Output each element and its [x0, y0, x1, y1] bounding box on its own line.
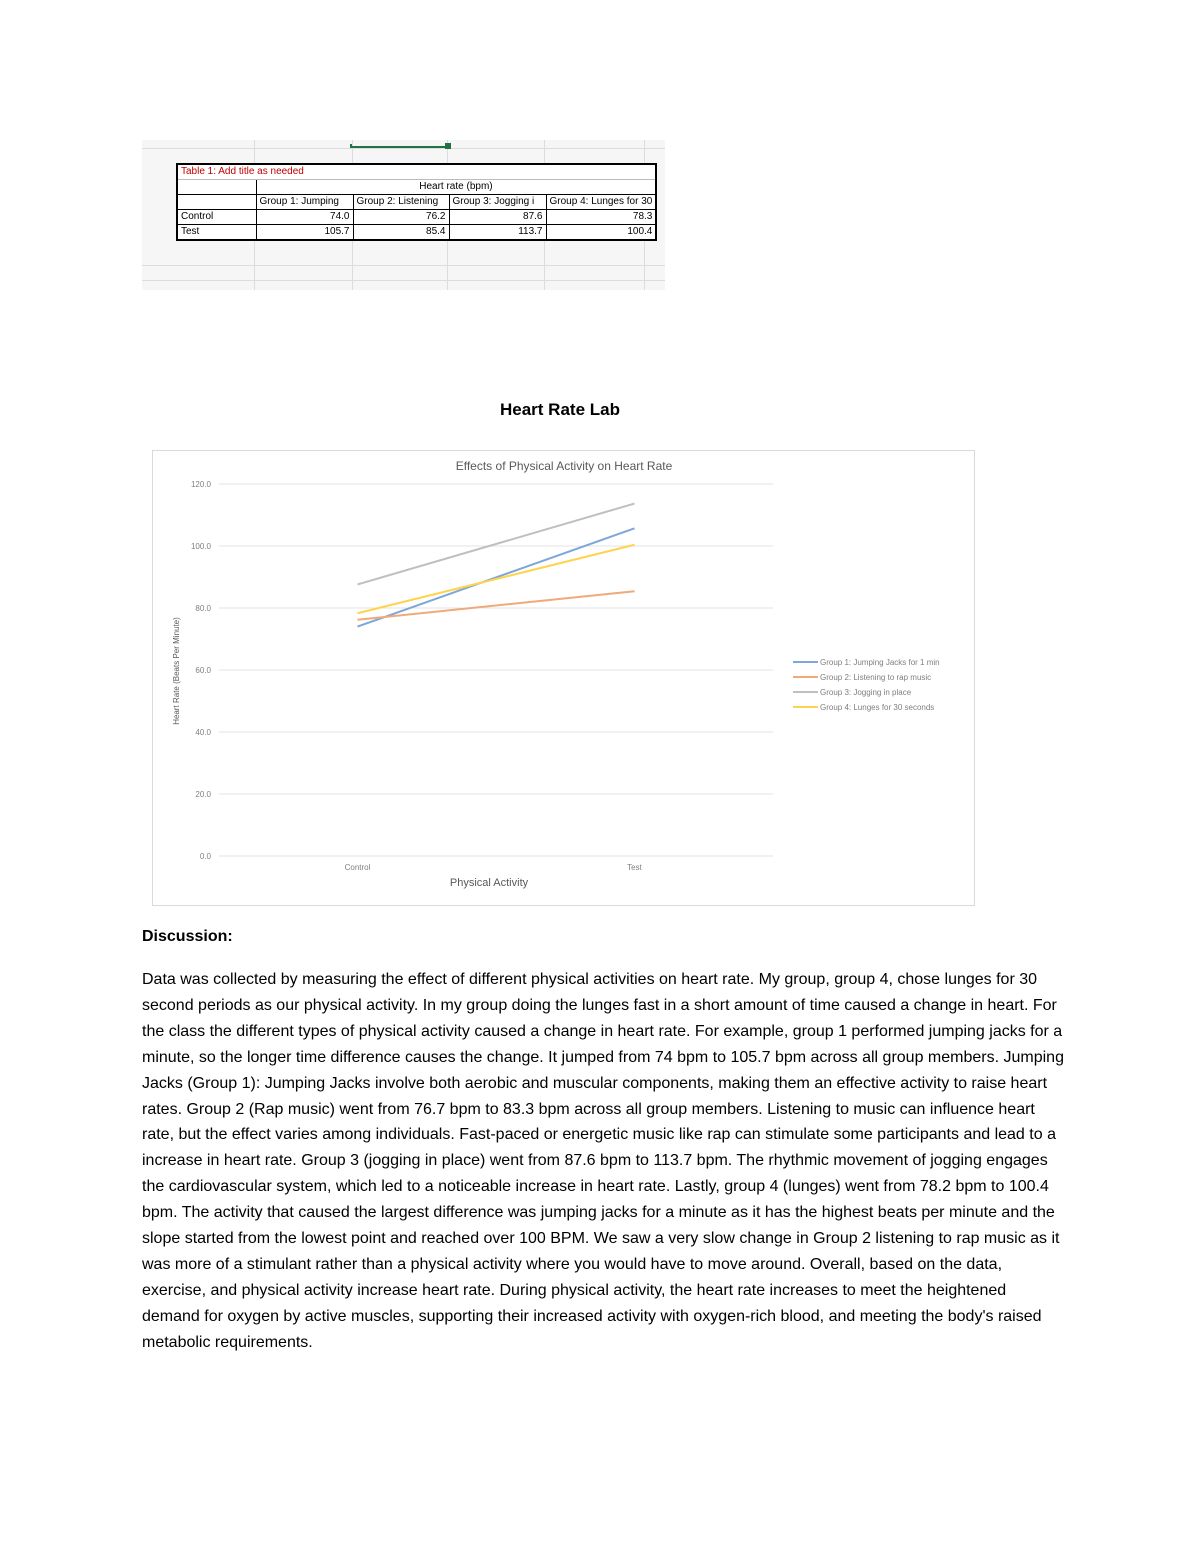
fill-handle — [445, 143, 451, 149]
y-tick-label: 0.0 — [199, 852, 211, 861]
y-tick-label: 60.0 — [195, 666, 211, 675]
spreadsheet-screenshot — [142, 140, 665, 290]
table-title: Table 1: Add title as needed — [177, 164, 656, 180]
y-axis-label: Heart Rate (Beats Per Minute) — [172, 617, 181, 725]
series-line — [358, 545, 635, 614]
table-row — [177, 210, 656, 225]
table-cell: 113.7 — [449, 225, 546, 241]
discussion-heading: Discussion: — [142, 928, 233, 945]
table-row — [177, 225, 656, 241]
chart-title: Effects of Physical Activity on Heart Rate — [455, 459, 673, 473]
x-axis-label: Physical Activity — [449, 877, 529, 889]
table-cell: 87.6 — [449, 210, 546, 225]
table-cell: 85.4 — [353, 225, 449, 241]
y-tick-label: 40.0 — [195, 728, 211, 737]
legend-label: Group 4: Lunges for 30 seconds — [820, 703, 935, 712]
table-cell: 105.7 — [256, 225, 353, 241]
x-tick-label: Test — [627, 863, 642, 872]
y-tick-label: 120.0 — [190, 480, 211, 489]
discussion-body: Data was collected by measuring the effect of different physical activities on heart rate. My group, group 4, chose lunges for 30 second periods as our physical activity. In my group doing the lunges fast in a short amount of time caused a change in heart. For the class the different types of physical activity caused a change in heart rate. For example, group 1 performed jumping jacks for a minute, so the longer time difference causes the change. It jumped from 74 bpm to 105.7 bpm across all group members. Jumping Jacks (Group 1): Jumping Jacks involve both aerobic and muscular components, making them an effective activity to raise heart rates. Group 2 (Rap music) went from 76.7 bpm to 83.3 bpm across all group members. Listening to music can influence heart rate, but the effect varies among individuals. Fast-paced or energetic music like rap can stimulate some participants and lead to a increase in heart rate. Group 3 (jogging in place) went from 87.6 bpm to 113.7 bpm. The rhythmic movement of jogging engages the cardiovascular system, which led to a noticeable increase in heart rate. Lastly, group 4 (lunges) went from 78.2 bpm to 100.4 bpm. The activity that caused the largest difference was jumping jacks for a minute as it has the highest beats per minute and the slope started from the lowest point and reached over 100 BPM. We saw a very slow change in Group 2 listening to rap music as it was more of a stimulant rather than a physical activity where you would have to move around. Overall, based on the data, exercise, and physical activity increase heart rate. During physical activity, the heart rate increases to meet the heightened demand for oxygen by active muscles, supporting their increased activity with oxygen-rich blood, and meeting the body's raised metabolic requirements. — [142, 971, 1064, 1351]
chart-svg — [153, 451, 976, 907]
table-cell: 100.4 — [546, 225, 656, 241]
table-cell: 78.3 — [546, 210, 656, 225]
grid-line — [142, 265, 665, 266]
table-group-header: Heart rate (bpm) — [256, 180, 656, 195]
column-header: Group 3: Jogging i — [449, 195, 546, 210]
row-label: Control — [177, 210, 256, 225]
legend-label: Group 2: Listening to rap music — [820, 673, 932, 682]
column-header: Group 1: Jumping — [256, 195, 353, 210]
legend-label: Group 1: Jumping Jacks for 1 min — [820, 658, 940, 667]
column-header: Group 2: Listening — [353, 195, 449, 210]
table-cell: 74.0 — [256, 210, 353, 225]
y-tick-label: 20.0 — [195, 790, 211, 799]
heart-rate-table — [176, 163, 657, 241]
legend-label: Group 3: Jogging in place — [820, 688, 912, 697]
table-empty-cell — [177, 195, 256, 210]
series-line — [358, 591, 635, 620]
grid-line — [142, 280, 665, 281]
y-tick-label: 80.0 — [195, 604, 211, 613]
cell-selection-outline — [350, 144, 448, 148]
table-cell: 76.2 — [353, 210, 449, 225]
grid-line — [142, 148, 665, 149]
table-empty-cell — [177, 180, 256, 195]
y-tick-label: 100.0 — [190, 542, 211, 551]
x-tick-label: Control — [344, 863, 371, 872]
document-title: Heart Rate Lab — [500, 400, 620, 419]
row-label: Test — [177, 225, 256, 241]
column-header: Group 4: Lunges for 30 — [546, 195, 656, 210]
line-chart — [152, 450, 975, 906]
